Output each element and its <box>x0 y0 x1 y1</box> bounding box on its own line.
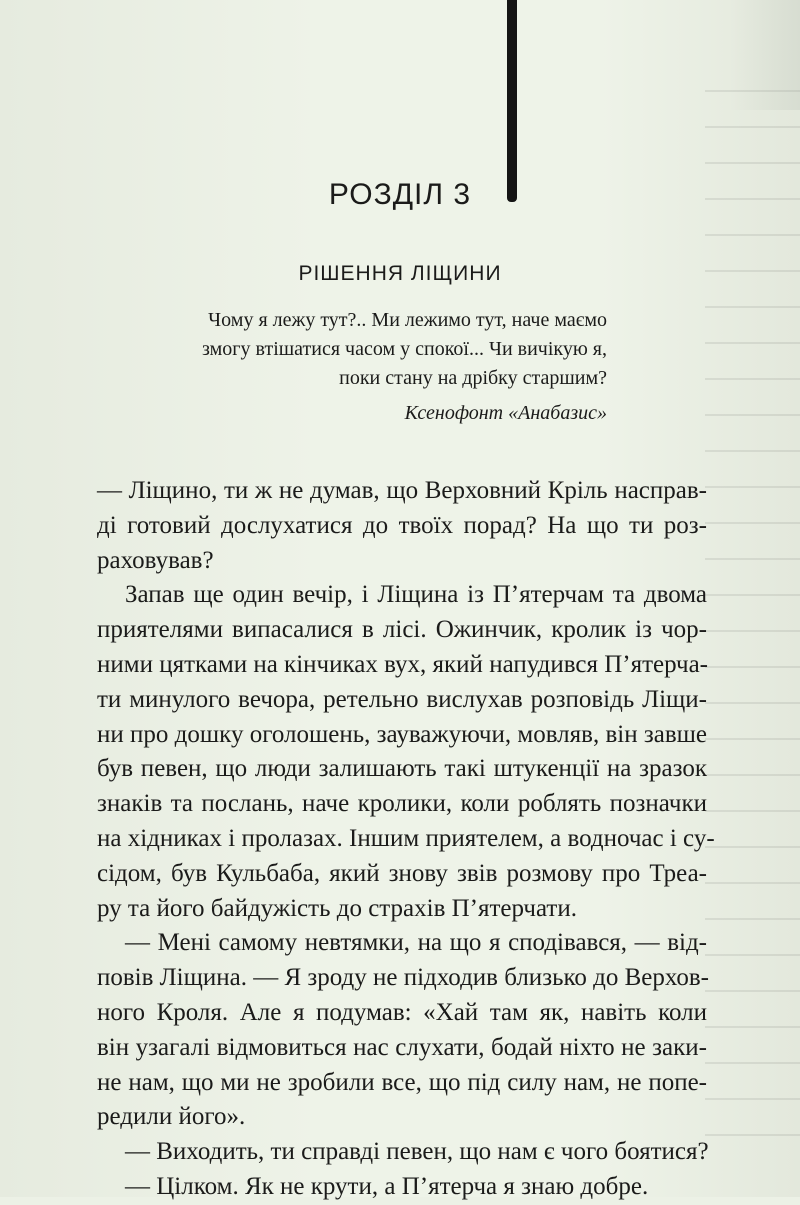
text-line: ни про дошку оголошень, зауважуючи, мовляв, він завше <box>97 720 707 748</box>
chapter-marker-bar <box>507 0 517 202</box>
epigraph-line: змогу втішатися часом у спокої... Чи вичікую я, <box>202 338 607 360</box>
page-edge-shadow <box>730 0 800 110</box>
epigraph <box>147 306 607 428</box>
chapter-title: РІШЕННЯ ЛІЩИНИ <box>298 262 502 285</box>
chapter-number: РОЗДІЛ 3 <box>328 178 472 211</box>
text-line: сідом, був Кульбаба, який знову звів розмову про Треа- <box>97 859 707 887</box>
text-line: ного Кроля. Але я подумав: «Хай там як, навіть коли <box>97 998 707 1026</box>
text-line: Запав ще один вечір, і Ліщина із П’ятерчам та двома <box>125 581 707 609</box>
text-line: ти минулого вечора, ретельно вислухав розповідь Ліщи- <box>97 685 707 713</box>
text-line: — Цілком. Як не крути, а П’ятерча я знаю добре. <box>125 1172 649 1200</box>
text-line: не нам, що ми не зробили все, що під силу нам, не попе- <box>97 1068 707 1096</box>
epigraph-line: поки стану на дрібку старшим? <box>339 367 607 389</box>
text-line: — Виходить, ти справді певен, що нам є чого боятися? <box>125 1138 709 1166</box>
text-line: ді готовий дослухатися до твоїх порад? На що ти роз- <box>97 511 707 539</box>
text-line: редили його». <box>97 1103 246 1131</box>
epigraph-line: Чому я лежу тут?.. Ми лежимо тут, наче маємо <box>208 309 607 331</box>
text-line: приятелями випасалися в лісі. Ожинчик, кролик із чор- <box>97 616 707 644</box>
text-line: знаків та послань, наче кролики, коли роблять позначки <box>97 790 707 818</box>
text-line: повів Ліщина. — Я зроду не підходив близько до Верхов- <box>97 964 710 992</box>
text-line: ру та його байдужість до страхів П’ятерчати. <box>97 894 577 922</box>
text-line: ними цятками на кінчиках вух, який напудився П’ятерча- <box>97 650 709 678</box>
text-line: він узагалі відмовиться нас слухати, бодай ніхто не заки- <box>97 1033 707 1061</box>
epigraph-source: Ксенофонт «Анабазис» <box>404 402 607 424</box>
show-through-text <box>705 90 800 1140</box>
text-line: — Ліщино, ти ж не думав, що Верховний Кріль насправ- <box>97 477 707 504</box>
text-line: був певен, що люди залишають такі штукенції на зразок <box>97 755 707 783</box>
text-line: раховував? <box>97 546 214 574</box>
body-text <box>97 474 715 1205</box>
text-line: — Мені самому невтямки, на що я сподівався, — від- <box>125 929 707 957</box>
text-line: на хідниках і пролазах. Іншим приятелем, а водночас і су- <box>97 824 715 852</box>
